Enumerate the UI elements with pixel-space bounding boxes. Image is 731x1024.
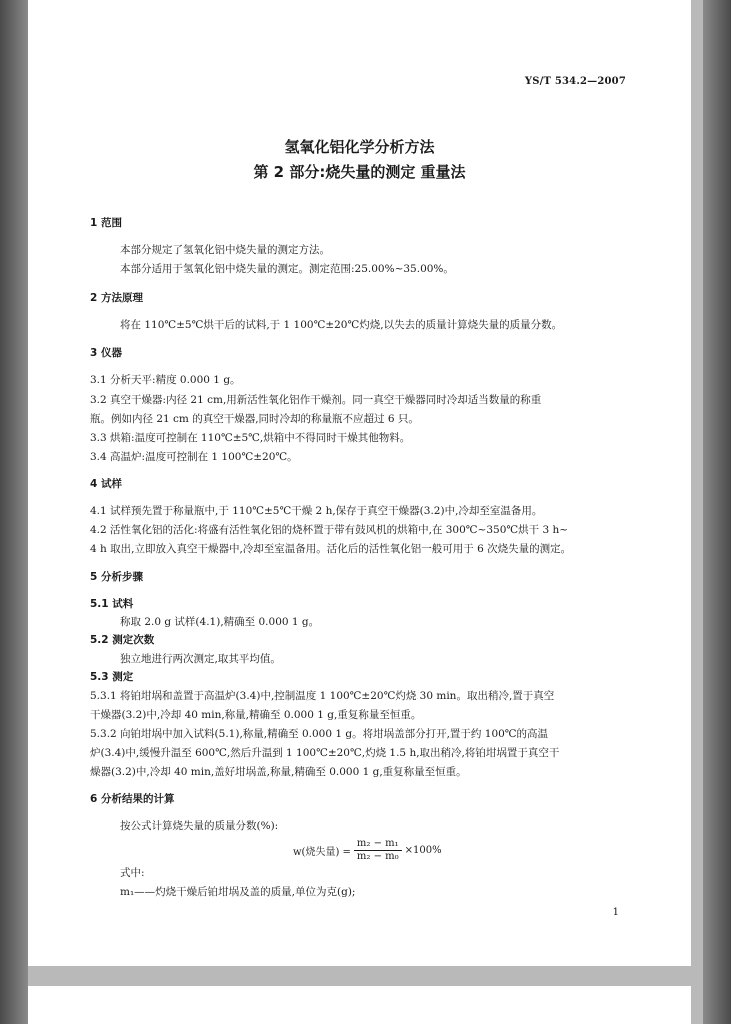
section-5-heading: 5 分析步骤 [90, 571, 143, 583]
section-6-paragraph: 按公式计算烧失量的质量分数(%): [120, 820, 279, 832]
section-4-item: 4.2 活性氧化铝的活化:将盛有活性氧化铝的烧杯置于带有鼓风机的烘箱中,在 300℃~350℃烘干 3 h~ [90, 524, 569, 536]
section-5-paragraph: 燥器(3.2)中,冷却 40 min,盖好坩埚盖,称量,精确至 0.000 1 g,重复称量至恒重。 [90, 766, 467, 778]
section-1-paragraph: 本部分适用于氢氧化铝中烧失量的测定。测定范围:25.00%~35.00%。 [120, 263, 454, 275]
section-3-item: 3.4 高温炉:温度可控制在 1 100℃±20℃。 [90, 451, 298, 463]
next-page-edge [28, 986, 691, 1024]
section-5-paragraph: 称取 2.0 g 试样(4.1),精确至 0.000 1 g。 [120, 616, 320, 628]
section-1-paragraph: 本部分规定了氢氧化铝中烧失量的测定方法。 [120, 244, 330, 256]
standard-number: YS/T 534.2—2007 [524, 76, 626, 87]
formula-rhs: ×100% [404, 845, 442, 856]
formula-lhs: w(烧失量) = [293, 847, 351, 858]
section-4-heading: 4 试样 [90, 478, 122, 490]
section-5-paragraph: 炉(3.4)中,缓慢升温至 600℃,然后升温到 1 100℃±20℃,灼烧 1.5 h,取出稍冷,将铂坩埚置于真空干 [90, 747, 560, 759]
section-5-paragraph: 干燥器(3.2)中,冷却 40 min,称量,精确至 0.000 1 g,重复称量至恒重。 [90, 709, 422, 721]
section-5-paragraph: 独立地进行两次测定,取其平均值。 [120, 653, 281, 665]
section-1-heading: 1 范围 [90, 217, 122, 229]
section-5-paragraph: 5.3.1 将铂坩埚和盖置于高温炉(3.4)中,控制温度 1 100℃±20℃灼烧 30 min。取出稍冷,置于真空 [90, 690, 555, 702]
subsection-heading: 5.1 试料 [90, 598, 134, 610]
subsection-heading: 5.2 测定次数 [90, 634, 155, 646]
formula-denominator: m₂ − m₀ [356, 851, 399, 862]
section-3-item: 3.2 真空干燥器:内径 21 cm,用新活性氧化铝作干燥剂。同一真空干燥器同时冷却适当数量的称重 [90, 394, 542, 406]
section-3-heading: 3 仪器 [90, 347, 122, 359]
section-5-paragraph: 5.3.2 向铂坩埚中加入试料(5.1),称量,精确至 0.000 1 g。将坩埚盖部分打开,置于约 100℃的高温 [90, 728, 549, 740]
section-2-heading: 2 方法原理 [90, 292, 143, 304]
where-label: 式中: [120, 867, 145, 879]
section-2-paragraph: 将在 110℃±5℃烘干后的试料,于 1 100℃±20℃灼烧,以失去的质量计算烧失量的质量分数。 [120, 319, 563, 331]
formula-fraction [354, 838, 402, 863]
document-title: 氢氧化铝化学分析方法 [284, 138, 435, 156]
document-page [28, 0, 691, 966]
section-3-item: 3.3 烘箱:温度可控制在 110℃±5℃,烘箱中不得同时干燥其他物料。 [90, 432, 411, 444]
section-6-heading: 6 分析结果的计算 [90, 793, 175, 805]
formula-numerator: m₂ − m₁ [354, 838, 402, 851]
variable-definition: m₁——灼烧干燥后铂坩埚及盖的质量,单位为克(g); [120, 886, 356, 898]
document-subtitle: 第 2 部分:烧失量的测定 重量法 [253, 163, 466, 181]
page-number: 1 [612, 907, 619, 918]
section-3-item: 3.1 分析天平:精度 0.000 1 g。 [90, 374, 241, 386]
subsection-heading: 5.3 测定 [90, 671, 134, 683]
section-4-item-cont: 4 h 取出,立即放入真空干燥器中,冷却至室温备用。活化后的活性氧化铝一般可用于 6 次烧失量的测定。 [90, 543, 572, 555]
section-4-item: 4.1 试样预先置于称量瓶中,于 110℃±5℃干燥 2 h,保存于真空干燥器(3.2)中,冷却至室温备用。 [90, 505, 543, 517]
loss-on-ignition-formula [293, 838, 442, 863]
section-3-item-cont: 瓶。例如内径 21 cm 的真空干燥器,同时冷却的称量瓶不应超过 6 只。 [90, 413, 419, 425]
